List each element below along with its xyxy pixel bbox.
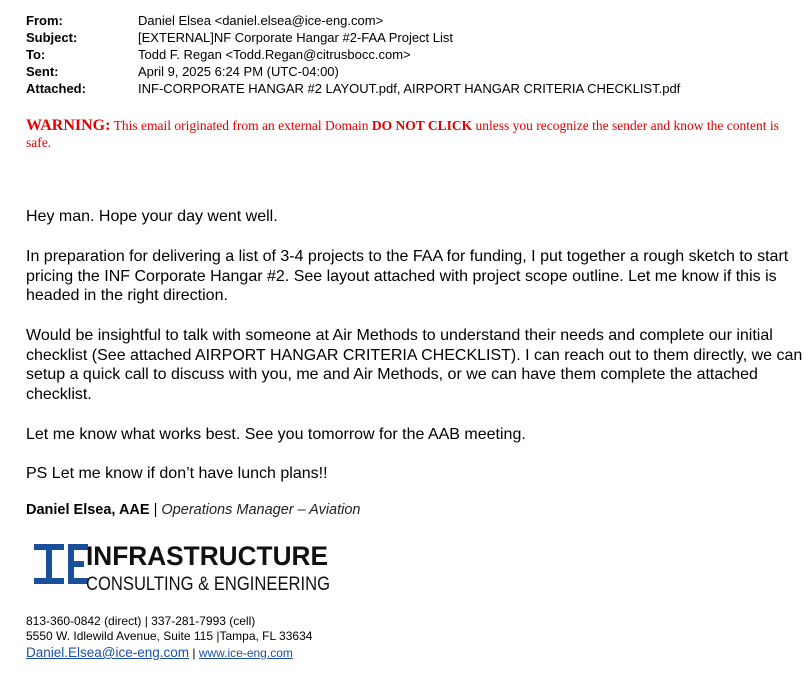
body-paragraph-ps: PS Let me know if don’t have lunch plans!! — [26, 465, 328, 482]
sent-value: April 9, 2025 6:24 PM (UTC-04:00) — [138, 64, 339, 79]
website-link[interactable]: www.ice-eng.com — [198, 646, 293, 660]
warning-emphasis: DO NOT CLICK — [371, 118, 473, 133]
from-label: From: — [26, 13, 63, 28]
subject-value: [EXTERNAL]NF Corporate Hangar #2-FAA Project List — [138, 30, 454, 45]
greeting-paragraph: Hey man. Hope your day went well. — [26, 208, 278, 225]
sent-label: Sent: — [26, 64, 59, 79]
to-row — [26, 46, 680, 63]
warning-text-2: unless you recognize the sender and know the content is safe. — [26, 118, 779, 150]
subject-label: Subject: — [26, 30, 78, 45]
ice-logo-mark — [32, 535, 334, 595]
logo-line-1: INFRASTRUCTURE — [86, 541, 328, 571]
signature-links — [26, 645, 293, 661]
signature-name: Daniel Elsea, AAE — [26, 502, 150, 518]
body-paragraph-2: Would be insightful to talk with someone at Air Methods to understand their needs and complete our initial checklist (See attached AIRPORT HANGAR CRITERIA CHECKLIST). I can reach out to them directly, we can setup a quick call to discuss with you, me and Air Methods, or we can have them complete the attached checklist. — [26, 327, 803, 403]
from-row — [26, 12, 680, 29]
warning-label: WARNING: — [26, 117, 111, 134]
subject-row — [26, 29, 680, 46]
to-value[interactable]: Todd F. Regan <Todd.Regan@citrusbocc.com> — [138, 47, 411, 62]
signature-title: Operations Manager – Aviation — [161, 502, 361, 518]
email-header — [26, 12, 680, 97]
to-label: To: — [26, 47, 46, 62]
signature-name-line — [26, 502, 361, 518]
signature-address: 5550 W. Idlewild Avenue, Suite 115 |Tampa, FL 33634 — [26, 629, 313, 643]
warning-text-1: This email originated from an external Domain — [110, 118, 372, 133]
from-value[interactable]: Daniel Elsea <daniel.elsea@ice-eng.com> — [138, 13, 384, 28]
body-paragraph-1: In preparation for delivering a list of 3-4 projects to the FAA for funding, I put together a rough sketch to start pricing the INF Corporate Hangar #2. See layout attached with project scope outline. Let me know if this is headed in the right direction. — [26, 248, 789, 304]
company-logo — [32, 535, 334, 595]
attachments-list[interactable]: INF-CORPORATE HANGAR #2 LAYOUT.pdf, AIRPORT HANGAR CRITERIA CHECKLIST.pdf — [138, 81, 681, 96]
attached-row — [26, 80, 680, 97]
body-paragraph-3: Let me know what works best. See you tomorrow for the AAB meeting. — [26, 426, 526, 443]
signature-email-link[interactable]: Daniel.Elsea@ice-eng.com — [26, 645, 190, 660]
logo-line-2: CONSULTING & ENGINEERING — [86, 574, 330, 595]
link-separator: | — [189, 646, 199, 660]
signature-phones: 813-360-0842 (direct) | 337-281-7993 (cell) — [26, 614, 256, 628]
sent-row — [26, 63, 680, 80]
signature-separator: | — [149, 502, 162, 518]
attached-label: Attached: — [26, 81, 86, 96]
external-warning-banner — [26, 117, 796, 151]
